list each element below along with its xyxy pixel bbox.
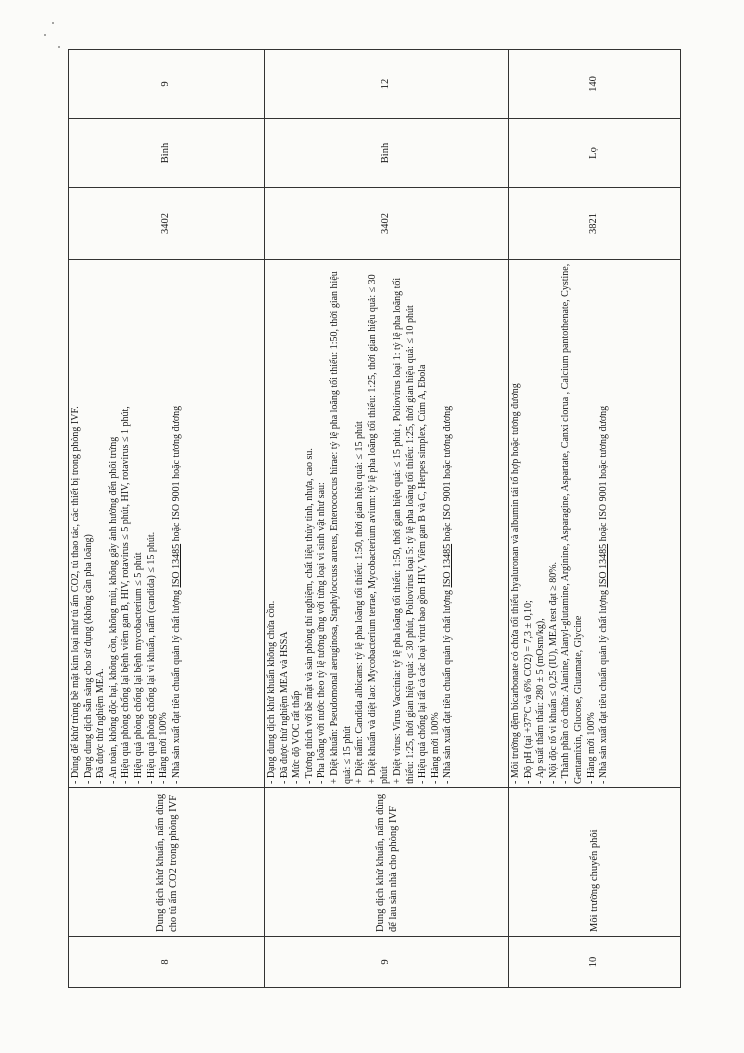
item-specification [265,260,509,788]
specification-table [68,49,681,988]
unit: Bình [265,119,509,188]
iso-standard-underlined: ISO 13485 [598,543,610,588]
row-number: 10 [509,937,681,988]
iso-standard-underlined: ISO 13485 [442,543,454,588]
scan-speck [52,22,54,24]
spec-line: + Diệt nấm: Candida albicans: tỷ lệ pha loãng tối thiểu: 1:50, thời gian hiệu quả: ≤ 15 phút [354,421,366,784]
spec-line: - Hiệu quả chống lại tất cả các loại virut bao gồm HIV, Viêm gan B và C, Herpes simplex, Cúm A, Ebola [417,364,429,784]
iso-standard-underlined: ISO 13485 [170,543,182,588]
item-name: Dung dịch khử khuẩn, nấm dùng để lau sàn nhà cho phòng IVF [265,788,509,937]
hs-code: 3402 [265,188,509,260]
spec-line: - Độ pH (tại +37°C và 6% CO2) = 7,3 ± 0,10; [522,600,534,784]
spec-line: - Hiệu quả phòng chống lại vi khuẩn, nấm (candida) ≤ 15 phút. [145,531,157,784]
spec-line: - Hiệu quả phòng chống lại bệnh mycobacterium ≤ 5 phút [132,552,144,784]
spec-line: - Môi trường đệm bicarbonate có chứa tối thiểu hyaluronan và albumin tái tổ hợp hoặc tương đương [510,383,521,784]
spec-line: + Diệt khuẩn: Pseudomonal aeruginosa, Staphyloccuss aureus, Enterococcus hirae: tỷ lệ pha loãng tối thiểu: 1:50, thời gian hiệu quả: ≤ 15 phút [328,271,353,784]
spec-line: + Diệt virus: Virus Vaccinia: tỷ lệ pha loãng tối thiểu: 1:50, thời gian hiệu quả: ≤ 15 phút , Poliovirus loại 1: tỷ lệ pha loãng tối thiểu: 1:25, thời gian hiệu quả: ≤ 30 phút, Poliovirus loại 5: tỷ lệ pha loãng tối thiểu: 1:25, thời gian hiệu quả: ≤ 10 phút [391,277,416,784]
rotated-table-wrapper [68,70,680,988]
row-number: 9 [265,937,509,988]
table-row [265,50,509,988]
table-row [509,50,681,988]
quantity: 140 [509,50,681,119]
spec-line: - Dạng dung dịch khử khuẩn không chứa cồn. [266,600,277,784]
unit: Bình [69,119,265,188]
item-name: Dung dịch khử khuẩn, nấm dùng cho tủ ấm CO2 trong phòng IVF [69,788,265,937]
hs-code: 3402 [69,188,265,260]
spec-line: - Dùng để khử trùng bề mặt kim loại như tủ ấm CO2, tủ thao tác, các thiết bị trong phòng IVF. [70,406,81,784]
quantity: 9 [69,50,265,119]
spec-line: - Đã được thử nghiệm MEA. [95,668,107,784]
spec-line: - Nội độc tố vi khuẩn ≤ 0,25 (IU), MEA test đạt ≥ 80%. [547,561,559,784]
spec-line: - Hàng mới 100% [585,712,597,784]
spec-line: - Tương thích với bề mặt và sàn phòng thí nghiệm, chất liệu thủy tinh, nhựa, cao su. [303,448,315,784]
row-number: 8 [69,937,265,988]
hs-code: 3821 [509,188,681,260]
scan-speck [58,46,60,48]
spec-line: - Mức độ VOC rất thấp [291,690,303,784]
item-specification [509,260,681,788]
unit: Lọ [509,119,681,188]
table-row [69,50,265,988]
spec-line: - Đã được thử nghiệm MEA và HSSA [278,631,290,784]
spec-line: - Áp suất thẩm thấu: 280 ± 5 (mOsm/kg), [535,618,547,784]
spec-line: - Hàng mới 100% [429,712,441,784]
spec-line: - An toàn, không độc hại, không cồn, không mùi, không gây ảnh hưởng đến phôi trứng [107,436,119,784]
spec-line: + Diệt khuẩn và diệt lao: Mycobacterium terrae, Mycobacterium avium: tỷ lệ pha loãng tối thiểu: 1:25, thời gian hiệu quả: ≤ 30 phút [366,274,391,784]
spec-line: - Hàng mới 100% [158,712,170,784]
spec-line: - Pha loãng với nước theo tỷ lệ tương ứng với từng loại vi sinh vật như sau: [316,482,328,784]
spec-line: - Hiệu quả phòng chống lại bệnh viêm gan B, HIV, rotavirus ≤ 5 phút, HIV, rotavirus ≤ 1 phút, [120,406,132,784]
spec-line: - Dạng dung dịch sẵn sàng cho sử dụng (không cần pha loãng) [82,534,94,784]
spec-line: - Nhà sản xuất đạt tiêu chuẩn quản lý chất lượng ISO 13485 hoặc ISO 9001 hoặc tương đương [598,405,610,784]
scan-speck [44,34,46,36]
spec-line: - Nhà sản xuất đạt tiêu chuẩn quản lý chất lượng ISO 13485 hoặc ISO 9001 hoặc tương đương [442,405,454,784]
spec-line: - Thành phần có chứa: Alanine, Alanyl-glutamine, Arginine, Asparagine, Aspartate, Canxi clorua , Calcium pantothenate, Cystine, Gentamixin, Glucose, Glutamate, Glycine [560,263,584,784]
item-name: Môi trường chuyển phôi [509,788,681,937]
quantity: 12 [265,50,509,119]
spec-line: - Nhà sản xuất đạt tiêu chuẩn quản lý chất lượng ISO 13485 hoặc ISO 9001 hoặc tương đương [170,405,182,784]
item-specification [69,260,265,788]
